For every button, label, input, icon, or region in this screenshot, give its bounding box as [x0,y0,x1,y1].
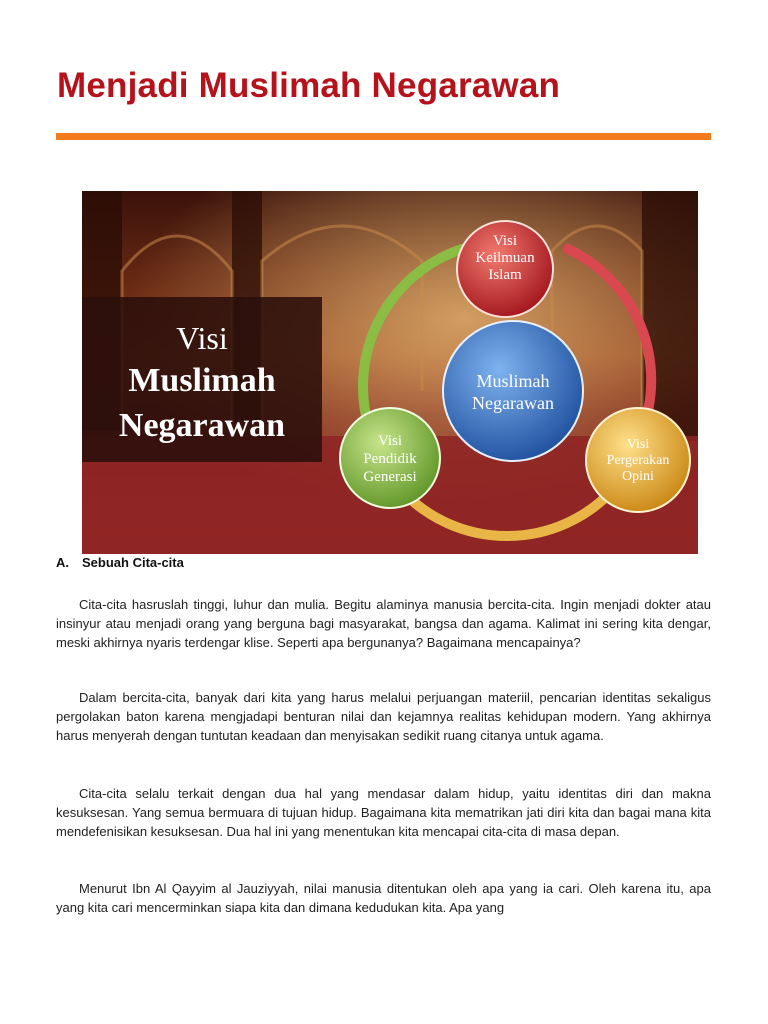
paragraph-1: Cita-cita hasruslah tinggi, luhur dan mulia. Begitu alaminya manusia bercita-cita. Ingin menjadi dokter atau insinyur atau menjadi orang yang berguna bagi masyarakat, bangsa dan agama. Kalimat ini sering kita dengar, meski akhirnya nyaris terdengar klise. Seperti apa bergunanya? Bagaimana mencapainya? [56,597,711,650]
top-line-3: Islam [488,267,522,283]
paragraph-4: Menurut Ibn Al Qayyim al Jauziyyah, nilai manusia ditentukan oleh apa yang ia cari. Oleh karena itu, apa yang kita cari mencerminkan siapa kita dan dimana kedudukan kita. Apa yang [56,881,711,915]
vision-diagram-image [82,191,698,554]
top-line-1: Visi [492,233,518,249]
paragraph-3: Cita-cita selalu terkait dengan dua hal yang mendasar dalam hidup, yaitu identitas diri dan makna kesuksesan. Yang semua bermuara di tujuan hidup. Bagaimana kita mematrikan jati diri kita dan bagai mana kita mendefenisikan kesuksesan. Dua hal ini yang menentukan kita mencapai cita-cita di masa depan. [56,786,711,839]
paragraph-2: Dalam bercita-cita, banyak dari kita yang harus melalui perjuangan materiil, pencarian identitas sekaligus pergolakan baton karena mengjadapi benturan nilai dan kejamnya realitas kehidupan modern. Yang akhirnya harus menyerah dengan tuntutan keadaan dan menyisakan sedikit ruang citanya untuk agama. [56,690,711,743]
left-line-3: Generasi [363,469,417,485]
center-circle [443,321,583,461]
top-line-2: Keilmuan [475,250,535,266]
page-title: Menjadi Muslimah Negarawan [57,66,561,105]
vision-diagram-svg [82,191,698,554]
section-number: A. [56,555,69,570]
banner-line-2: Muslimah [128,362,276,399]
banner-line-1: Visi [176,320,228,356]
section-heading [56,555,184,570]
center-line-1: Muslimah [476,371,550,391]
center-line-2: Negarawan [472,393,554,413]
left-line-2: Pendidik [363,451,417,467]
right-line-3: Opini [622,469,654,484]
right-line-1: Visi [626,437,650,452]
right-line-2: Pergerakan [606,453,670,468]
section-heading-text: Sebuah Cita-cita [82,555,184,570]
left-line-1: Visi [377,433,403,449]
title-divider [56,133,711,140]
banner-line-3: Negarawan [118,407,286,444]
